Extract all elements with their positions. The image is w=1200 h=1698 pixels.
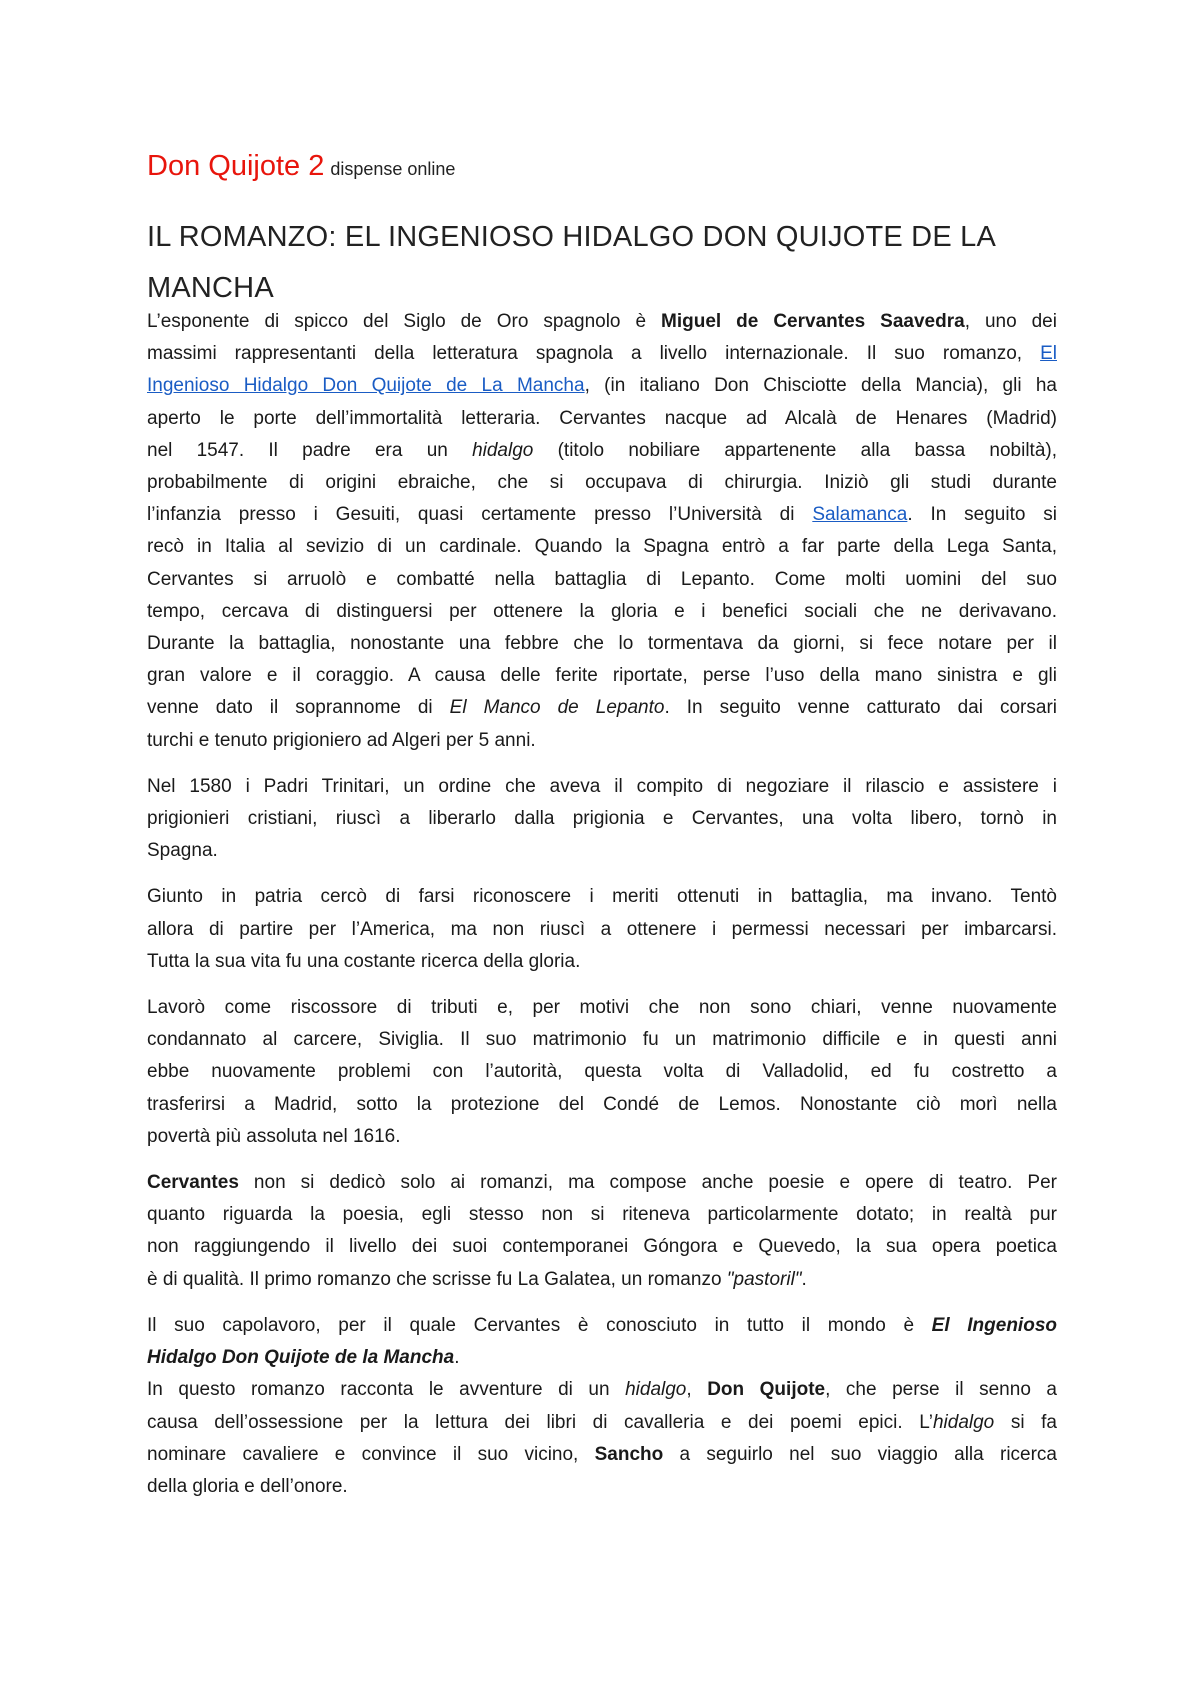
- bold-term: Sancho: [594, 1443, 664, 1465]
- italic-term: hidalgo: [472, 439, 534, 461]
- italic-term: "pastoril": [726, 1268, 802, 1290]
- novel-link-continued[interactable]: Ingenioso Hidalgo Don Quijote de La Mancha: [147, 375, 585, 397]
- paragraph-masterpiece: [147, 1310, 1057, 1374]
- text-run: è di qualità. Il primo romanzo che scrisse fu La Galatea, un romanzo: [147, 1268, 727, 1290]
- text-line: della gloria e dell’onore.: [147, 1475, 348, 1497]
- paragraph-later-life: [147, 992, 1057, 1153]
- paragraph-return: [147, 881, 1057, 978]
- paragraph-biography: [147, 306, 1057, 757]
- text-line: [147, 1407, 1057, 1439]
- text-line: prigionieri cristiani, riuscì a liberarlo dalla prigionia e Cervantes, una volta libero, tornò in: [147, 808, 1057, 830]
- italic-term: hidalgo: [625, 1379, 687, 1401]
- author-name: Miguel de Cervantes Saavedra: [661, 311, 965, 332]
- text-line: [147, 338, 1057, 370]
- text-line: Cervantes si arruolò e combatté nella battaglia di Lepanto. Come molti uomini del suo: [147, 568, 1057, 590]
- text-line: [147, 1310, 1057, 1342]
- text-line: Tutta la sua vita fu una costante ricerca della gloria.: [147, 950, 581, 972]
- text-run: massimi rappresentanti della letteratura spagnola a livello internazionale. Il suo romanzo,: [147, 343, 1041, 365]
- text-line: Lavorò come riscossore di tributi e, per motivi che non sono chiari, venne nuovamente: [147, 997, 1057, 1019]
- text-line: allora di partire per l’America, ma non riuscì a ottenere i permessi necessari per imbarcarsi.: [147, 918, 1057, 940]
- text-line: aperto le porte dell’immortalità letteraria. Cervantes nacque ad Alcalà de Henares (Madrid): [147, 407, 1057, 429]
- text-line: turchi e tenuto prigioniero ad Algeri per 5 anni.: [147, 729, 536, 751]
- text-line: [147, 1342, 1057, 1374]
- text-run: a seguirlo nel suo viaggio alla ricerca: [663, 1443, 1057, 1465]
- text-run: , che perse il senno a: [825, 1379, 1057, 1401]
- text-line: povertà più assoluta nel 1616.: [147, 1125, 401, 1147]
- text-line: non raggiungendo il livello dei suoi contemporanei Góngora e Quevedo, la sua opera poetica: [147, 1236, 1057, 1258]
- text-run: Il suo capolavoro, per il quale Cervantes è conosciuto in tutto il mondo è: [147, 1314, 932, 1336]
- bold-italic-title: El Ingenioso: [931, 1314, 1057, 1336]
- text-run: , (in italiano Don Chisciotte della Mancia), gli ha: [584, 375, 1057, 397]
- text-line: [147, 499, 1057, 531]
- document-body: [147, 306, 1057, 1517]
- document-header: [147, 150, 455, 183]
- text-run: , uno dei: [964, 311, 1057, 332]
- salamanca-link[interactable]: Salamanca: [812, 504, 908, 526]
- text-run: l’infanzia presso i Gesuiti, quasi certamente presso l’Università di: [147, 504, 813, 526]
- text-run: In questo romanzo racconta le avventure di un: [147, 1379, 626, 1401]
- text-run: . In seguito si: [907, 504, 1057, 526]
- text-run: venne dato il soprannome di: [147, 697, 450, 719]
- text-line: probabilmente di origini ebraiche, che si occupava di chirurgia. Iniziò gli studi durante: [147, 472, 1057, 494]
- paragraph-works: [147, 1167, 1057, 1296]
- novel-link[interactable]: El: [1040, 343, 1057, 365]
- text-run: nel 1547. Il padre era un: [147, 439, 473, 461]
- text-line: [147, 306, 1057, 338]
- text-run: non si dedicò solo ai romanzi, ma compose anche poesie e opere di teatro. Per: [238, 1172, 1057, 1194]
- text-line: [147, 1264, 1057, 1296]
- italic-term: hidalgo: [932, 1411, 995, 1433]
- document-title: Don Quijote 2: [147, 150, 325, 182]
- text-line: [147, 692, 1057, 724]
- text-line: Giunto in patria cercò di farsi riconoscere i meriti ottenuti in battaglia, ma invano. Tentò: [147, 886, 1057, 908]
- text-line: Nel 1580 i Padri Trinitari, un ordine che aveva il compito di negoziare il rilascio e assistere i: [147, 775, 1057, 797]
- text-line: [147, 435, 1057, 467]
- text-run: L’esponente di spicco del Siglo de Oro spagnolo è: [147, 311, 662, 332]
- text-line: Spagna.: [147, 840, 218, 862]
- text-line: condannato al carcere, Siviglia. Il suo matrimonio fu un matrimonio difficile e in questi anni: [147, 1029, 1057, 1051]
- text-line: [147, 370, 1057, 402]
- text-line: [147, 1167, 1057, 1199]
- text-line: tempo, cercava di distinguersi per ottenere la gloria e i benefici sociali che ne derivavano.: [147, 600, 1057, 622]
- text-run: si fa: [994, 1411, 1057, 1433]
- text-line: recò in Italia al sevizio di un cardinale. Quando la Spagna entrò a far parte della Lega Santa,: [147, 536, 1057, 558]
- bold-italic-title: Hidalgo Don Quijote de la Mancha: [147, 1347, 455, 1369]
- heading-line-1: IL ROMANZO: EL INGENIOSO HIDALGO DON QUIJOTE DE LA: [147, 221, 996, 253]
- text-run: .: [801, 1268, 807, 1290]
- text-run: . In seguito venne catturato dai corsari: [664, 697, 1057, 719]
- text-line: gran valore e il coraggio. A causa delle ferite riportate, perse l’uso della mano sinistra e gli: [147, 665, 1057, 687]
- text-run: causa dell’ossessione per la lettura dei libri di cavalleria e dei poemi epici. L’: [147, 1411, 933, 1433]
- italic-term: El Manco de Lepanto: [449, 697, 665, 719]
- text-line: quanto riguarda la poesia, egli stesso non si riteneva particolarmente dotato; in realtà pur: [147, 1204, 1057, 1226]
- text-line: trasferirsi a Madrid, sotto la protezione del Condé de Lemos. Nonostante ciò morì nella: [147, 1093, 1057, 1115]
- heading-line-2: MANCHA: [147, 272, 274, 304]
- text-line: ebbe nuovamente problemi con l’autorità, questa volta di Valladolid, ed fu costretto a: [147, 1061, 1057, 1083]
- paragraph-liberation: [147, 771, 1057, 868]
- text-run: .: [454, 1347, 460, 1369]
- text-run: nominare cavaliere e convince il suo vicino,: [147, 1443, 595, 1465]
- text-line: [147, 1439, 1057, 1471]
- text-run: ,: [686, 1379, 708, 1401]
- bold-term: Don Quijote: [707, 1379, 826, 1401]
- text-run: (titolo nobiliare appartenente alla bassa nobiltà),: [533, 439, 1057, 461]
- section-heading: [147, 212, 1057, 314]
- text-line: Durante la battaglia, nonostante una febbre che lo tormentava da giorni, si fece notare per il: [147, 633, 1057, 655]
- paragraph-plot: [147, 1374, 1057, 1503]
- document-subtitle: dispense online: [330, 159, 456, 179]
- bold-term: Cervantes: [147, 1172, 239, 1194]
- text-line: [147, 1374, 1057, 1406]
